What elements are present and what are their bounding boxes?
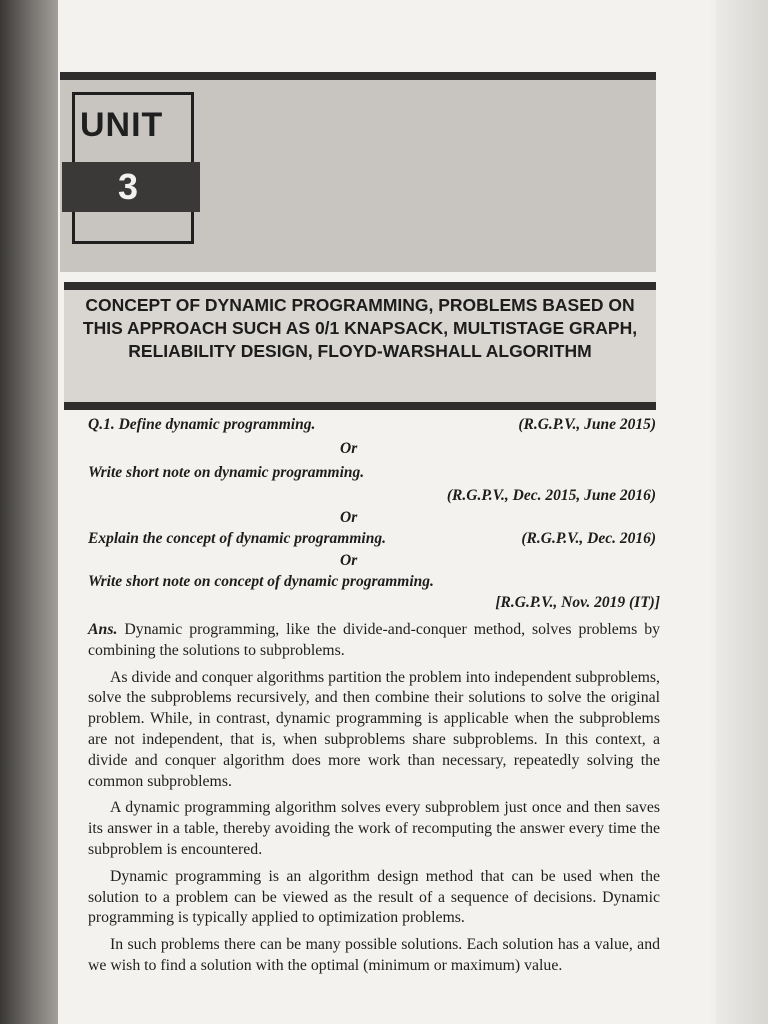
question-source: (R.G.P.V., Dec. 2016) [521,530,656,547]
page-edge-shadow [708,0,768,1024]
answer-body [88,620,660,983]
answer-paragraph: A dynamic programming algorithm solves every subproblem just once and then saves its answer in a table, thereby avoiding the work of recomputing the answer every time the subproblem is encountered. [88,799,660,858]
answer-label: Ans. [88,621,118,638]
answer-paragraph: Dynamic programming is an algorithm design method that can be used when the solution to a problem can be viewed as the result of a sequence of decisions. Dynamic programming is typically applied to optimization problems. [88,867,660,927]
answer-paragraph: As divide and conquer algorithms partition the problem into independent subproblems, solve the subproblems recursively, and then combine their solutions to solve the original problem. While, in contrast, dynamic programming is applicable when the subproblems are not independent, that is, when subproblems share subproblems. In this context, a divide and conquer algorithm does more work than necessary, repeatedly solving the common subproblems. [88,668,660,790]
unit-number: 3 [117,166,139,207]
chapter-title: CONCEPT OF DYNAMIC PROGRAMMING, PROBLEMS BASED ON THIS APPROACH SUCH AS 0/1 KNAPSACK, MULTISTAGE GRAPH, RELIABILITY DESIGN, FLOYD-WARSHALL ALGORITHM [82,295,638,361]
question-source: [R.G.P.V., Nov. 2019 (IT)] [495,594,660,611]
answer-paragraph: In such problems there can be many possible solutions. Each solution has a value, and we wish to find a solution with the optimal (minimum or maximum) value. [88,936,660,974]
question-source: (R.G.P.V., June 2015) [518,416,656,433]
or-separator: Or [340,552,358,569]
question-text: Q.1. Define dynamic programming. [88,416,316,433]
book-spine-shadow [0,0,62,1024]
question-text: Write short note on concept of dynamic programming. [88,573,434,590]
or-separator: Or [340,440,358,457]
answer-paragraph: Ans. Dynamic programming, like the divide-and-conquer method, solves problems by combining the solutions to subproblems. [88,621,660,659]
question-source: (R.G.P.V., Dec. 2015, June 2016) [446,487,656,504]
question-text: Write short note on dynamic programming. [88,464,365,481]
question-text: Explain the concept of dynamic programming. [88,530,386,547]
unit-label: UNIT [80,106,164,144]
or-separator: Or [340,509,358,526]
